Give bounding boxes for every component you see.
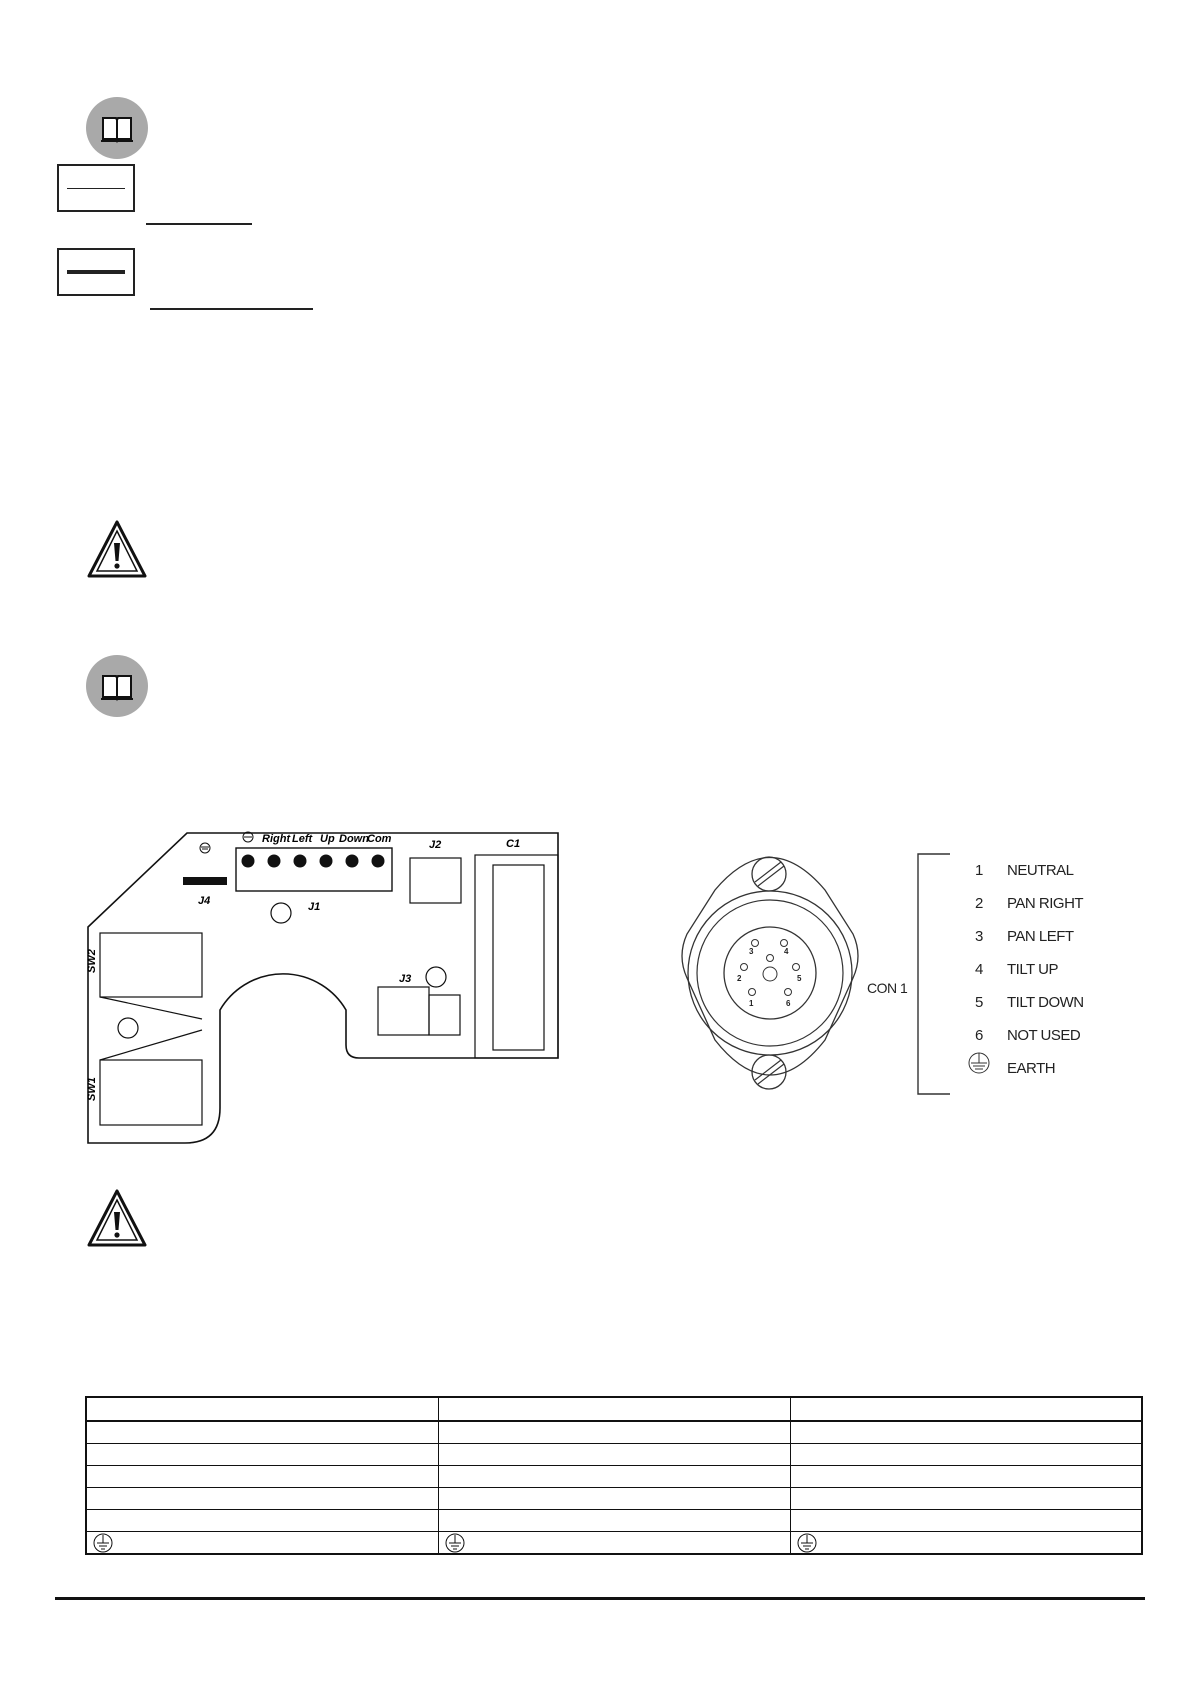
table-cell [86,1466,438,1488]
con1-socket-diagram [675,850,865,1100]
table-cell-earth [790,1532,1142,1555]
j3-label: J3 [399,973,412,985]
socket-pin-label-3: 3 [749,947,754,956]
j2-label: J2 [429,839,442,851]
table-cell [438,1510,790,1532]
j1-label: J1 [308,901,321,913]
pcb-board-diagram [80,825,570,1145]
terminal-label-com: Com [367,833,392,845]
table-cell-earth [438,1532,790,1555]
table-row [86,1397,1142,1421]
socket-pin-label-4: 4 [784,947,789,956]
sw1-label: SW1 [86,1077,98,1101]
sw1-switch [100,1060,202,1125]
table-cell [790,1488,1142,1510]
table-cell [86,1510,438,1532]
table-cell [86,1421,438,1444]
flange-screw-bottom [752,1055,786,1089]
c1-label: C1 [506,838,521,850]
pin-row-6: 6 NOT USED [975,1027,1081,1044]
warning-triangle-icon [86,1188,148,1248]
table-cell [86,1488,438,1510]
table-cell [86,1397,438,1421]
socket-pin-label-5: 5 [797,974,802,983]
j4-jumper [183,877,227,885]
thin-line-legend-box [57,164,135,212]
socket-pin-label-6: 6 [786,999,791,1008]
earth-ground-icon [797,1533,1136,1553]
wiring-table [85,1396,1143,1555]
sw2-switch [100,933,202,997]
earth-ground-icon [93,1533,432,1553]
table-cell [790,1421,1142,1444]
pin-row-1: 1 NEUTRAL [975,862,1074,879]
table-cell [86,1444,438,1466]
table-cell [438,1466,790,1488]
book-icon [86,97,148,159]
thick-line-legend-box [57,248,135,296]
thin-line-underline [146,223,252,225]
table-row [86,1444,1142,1466]
flange-screw-top [752,857,786,891]
pin-row-2: 2 PAN RIGHT [975,895,1084,912]
table-cell [438,1488,790,1510]
table-cell [438,1397,790,1421]
con1-label: CON 1 [867,980,908,996]
table-row-earth [86,1532,1142,1555]
book-icon [86,655,148,717]
terminal-label-down: Down [339,833,369,845]
board-mount-hole [118,1018,138,1038]
j4-label: J4 [198,895,211,907]
table-row [86,1510,1142,1532]
j1-terminals [242,855,385,868]
pin-row-4: 4 TILT UP [975,961,1058,978]
table-cell-earth [86,1532,438,1555]
j3-component [378,987,429,1035]
pin-row-5: 5 TILT DOWN [975,994,1084,1011]
terminal-label-up: Up [320,833,335,845]
table-row [86,1488,1142,1510]
thick-line-underline [150,308,313,310]
table-cell [790,1510,1142,1532]
c1-capacitor [475,855,558,1058]
j1-mount-hole [271,903,291,923]
table-cell [790,1397,1142,1421]
socket-pin-label-2: 2 [737,974,742,983]
table-cell [790,1444,1142,1466]
pin-row-3: 3 PAN LEFT [975,928,1074,945]
terminal-label-right: Right [262,833,291,845]
terminal-label-left: Left [292,833,313,845]
table-cell [790,1466,1142,1488]
pin-list-bracket [914,850,954,1100]
warning-triangle-icon [86,519,148,579]
socket-pin-label-1: 1 [749,999,754,1008]
j2-component [410,858,461,903]
ground-symbol [200,843,210,853]
table-cell [438,1444,790,1466]
table-row [86,1421,1142,1444]
pin-row-earth: EARTH [975,1060,1055,1084]
footer-rule [55,1597,1145,1600]
table-row [86,1466,1142,1488]
j3-mount-hole [426,967,446,987]
table-cell [438,1421,790,1444]
sw2-label: SW2 [86,949,98,973]
earth-ground-icon [445,1533,784,1553]
earth-ground-icon [967,1052,991,1074]
j1-terminal-block [236,848,392,891]
